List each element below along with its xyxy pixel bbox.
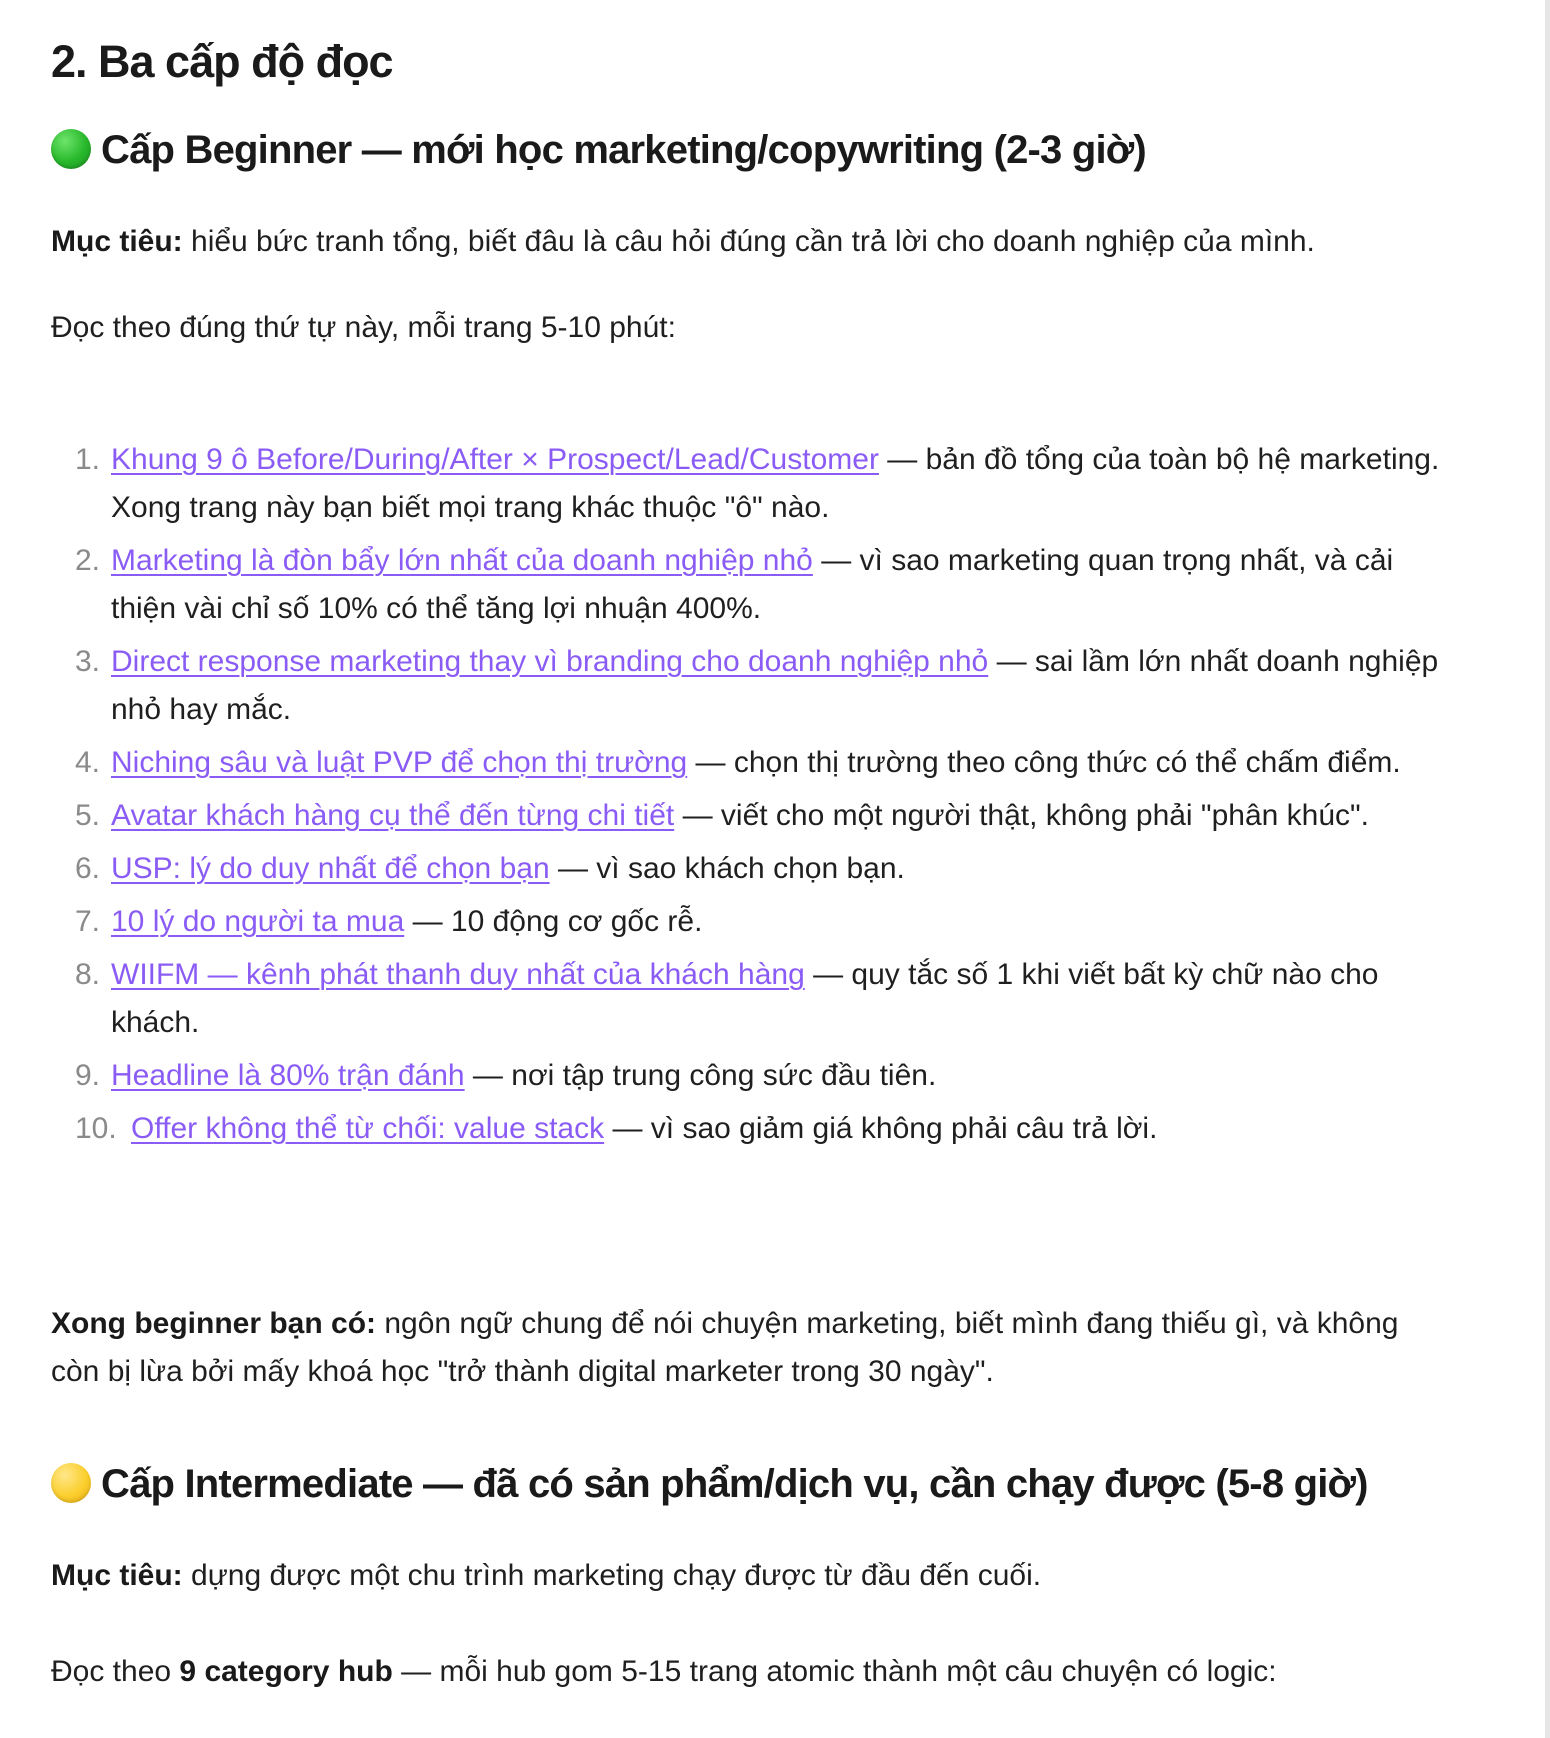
- list-item: [51, 537, 1451, 633]
- list-item-description: — viết cho một người thật, không phải "phân khúc".: [674, 799, 1370, 832]
- intermediate-goal-label: Mục tiêu:: [51, 1559, 183, 1592]
- list-item-link[interactable]: Marketing là đòn bẩy lớn nhất của doanh nghiệp nhỏ: [111, 544, 813, 577]
- list-item-link[interactable]: Direct response marketing thay vì branding cho doanh nghiệp nhỏ: [111, 645, 989, 678]
- beginner-heading-text: Cấp Beginner — mới học marketing/copywriting (2-3 giờ): [101, 128, 1146, 172]
- list-item: [51, 638, 1451, 734]
- list-item-number: 8.: [75, 958, 101, 991]
- beginner-goal-label: Mục tiêu:: [51, 225, 183, 258]
- section-heading: 2. Ba cấp độ đọc: [51, 36, 393, 87]
- list-item: [51, 951, 1451, 1047]
- list-item-link[interactable]: WIIFM — kênh phát thanh duy nhất của khách hàng: [111, 958, 805, 991]
- beginner-outcome-label: Xong beginner bạn có:: [51, 1307, 377, 1340]
- list-item-description: — nơi tập trung công sức đầu tiên.: [464, 1059, 937, 1092]
- list-item: [51, 739, 1451, 787]
- list-item-link[interactable]: Khung 9 ô Before/During/After × Prospect/Lead/Customer: [111, 443, 879, 476]
- list-item-number: 3.: [75, 645, 101, 678]
- list-item-description: — vì sao giảm giá không phải câu trả lời.: [604, 1112, 1158, 1145]
- list-item: [51, 1052, 1451, 1100]
- intermediate-intro-after: — mỗi hub gom 5-15 trang atomic thành một câu chuyện có logic:: [392, 1655, 1277, 1688]
- list-item: [51, 792, 1451, 840]
- yellow-circle-icon: [51, 1463, 91, 1503]
- beginner-outcome-text: ngôn ngữ chung để nói chuyện marketing, biết mình đang thiếu gì, và không còn bị lừa bởi mấy khoá học "trở thành digital marketer trong 30 ngày".: [51, 1307, 1399, 1388]
- list-item-link[interactable]: Niching sâu và luật PVP để chọn thị trường: [111, 746, 688, 779]
- list-item-link[interactable]: 10 lý do người ta mua: [111, 905, 405, 938]
- list-item-number: 7.: [75, 905, 101, 938]
- list-item-number: 1.: [75, 443, 101, 476]
- green-circle-icon: [51, 129, 91, 169]
- list-item-description: — quy tắc số 1 khi viết bất kỳ chữ nào cho khách.: [111, 958, 1379, 1039]
- beginner-heading: [51, 128, 1146, 173]
- intermediate-heading: [51, 1462, 1368, 1507]
- list-item-description: — 10 động cơ gốc rễ.: [404, 905, 703, 938]
- list-item-link[interactable]: Offer không thể từ chối: value stack: [131, 1112, 605, 1145]
- list-item-link[interactable]: Headline là 80% trận đánh: [111, 1059, 465, 1092]
- list-item-number: 9.: [75, 1059, 101, 1092]
- list-item-description: — vì sao khách chọn bạn.: [549, 852, 905, 885]
- intermediate-goal: [51, 1552, 1451, 1600]
- page-edge-divider: [1545, 0, 1550, 1738]
- intermediate-intro: [51, 1648, 1451, 1696]
- list-item-link[interactable]: USP: lý do duy nhất để chọn bạn: [111, 852, 550, 885]
- beginner-reading-list: [51, 436, 1451, 1158]
- list-item: [51, 898, 1451, 946]
- list-item-description: — bản đồ tổng của toàn bộ hệ marketing. Xong trang này bạn biết mọi trang khác thuộc "ô" nào.: [111, 443, 1440, 524]
- list-item-number: 5.: [75, 799, 101, 832]
- intermediate-goal-text: dựng được một chu trình marketing chạy được từ đầu đến cuối.: [182, 1559, 1042, 1592]
- beginner-goal-text: hiểu bức tranh tổng, biết đâu là câu hỏi đúng cần trả lời cho doanh nghiệp của mình.: [182, 225, 1315, 258]
- list-item: [51, 845, 1451, 893]
- list-item-number: 10.: [75, 1112, 117, 1145]
- list-item-link[interactable]: Avatar khách hàng cụ thể đến từng chi tiết: [111, 799, 675, 832]
- list-item-number: 2.: [75, 544, 101, 577]
- list-item-description: — vì sao marketing quan trọng nhất, và cải thiện vài chỉ số 10% có thể tăng lợi nhuận 400%.: [111, 544, 1394, 625]
- list-item-number: 6.: [75, 852, 101, 885]
- beginner-outcome: [51, 1300, 1451, 1396]
- intermediate-intro-before: Đọc theo: [51, 1655, 180, 1688]
- list-item: [51, 436, 1451, 532]
- list-item: [51, 1105, 1451, 1153]
- beginner-intro: Đọc theo đúng thứ tự này, mỗi trang 5-10 phút:: [51, 311, 676, 344]
- list-item-description: — chọn thị trường theo công thức có thể chấm điểm.: [687, 746, 1401, 779]
- list-item-number: 4.: [75, 746, 101, 779]
- list-item-description: — sai lầm lớn nhất doanh nghiệp nhỏ hay mắc.: [111, 645, 1439, 726]
- intermediate-heading-text: Cấp Intermediate — đã có sản phẩm/dịch vụ, cần chạy được (5-8 giờ): [101, 1462, 1368, 1506]
- intermediate-intro-bold: 9 category hub: [179, 1655, 393, 1688]
- beginner-goal: [51, 218, 1451, 266]
